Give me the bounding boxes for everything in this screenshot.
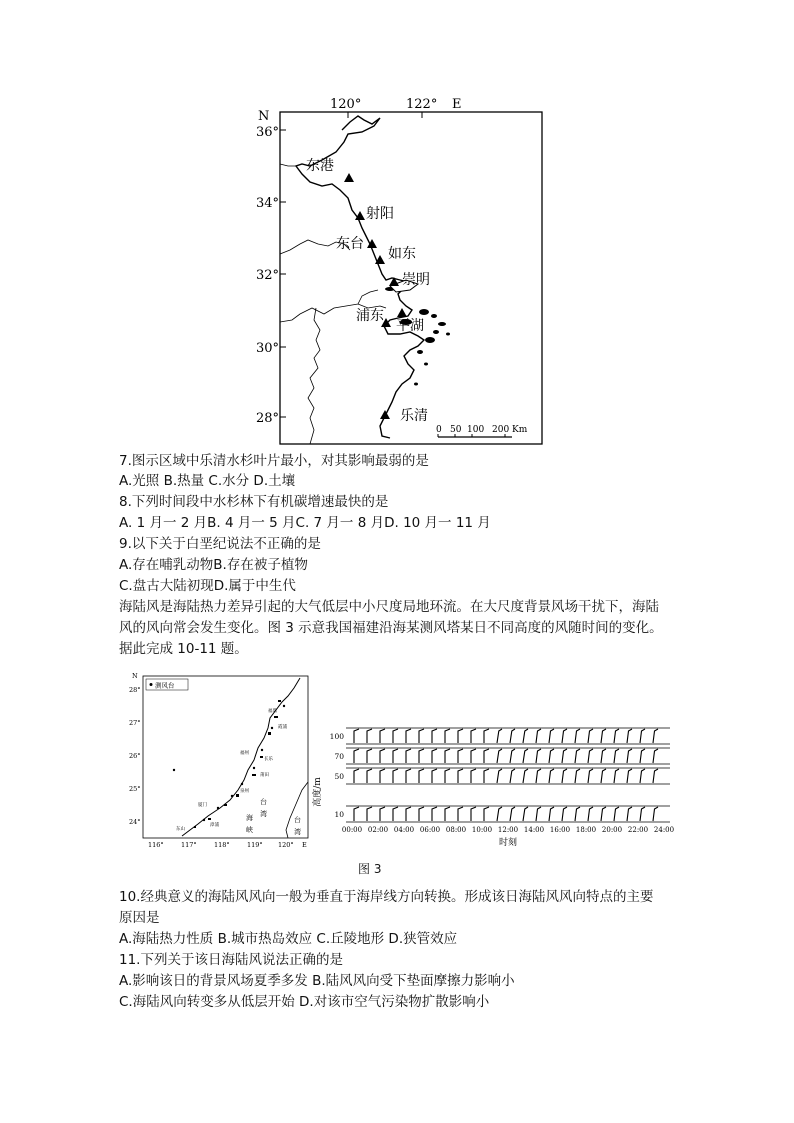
question-9-options: C.盘古大陆初现D.属于中生代	[119, 578, 296, 594]
wind-barb	[380, 807, 385, 821]
wind-barb	[640, 749, 645, 763]
wind-barb	[588, 749, 593, 763]
wind-barb	[653, 769, 658, 783]
wind-barb	[510, 749, 515, 763]
place-label: 霞浦	[278, 725, 287, 730]
wind-barb	[380, 729, 385, 743]
wind-barb	[627, 749, 632, 763]
wind-barb	[614, 749, 619, 763]
height-label: 10	[334, 810, 344, 819]
wind-barb	[406, 769, 411, 783]
lat-label: 28°	[256, 411, 280, 426]
wind-barb	[445, 749, 450, 763]
wind-barb	[354, 749, 359, 763]
coastline	[182, 678, 300, 836]
wind-barb	[458, 769, 463, 783]
x-tick-label: 24:00	[653, 826, 675, 834]
wind-barb	[445, 807, 450, 821]
question-7-options: A.光照 B.热量 C.水分 D.土壤	[119, 473, 296, 489]
wind-barb	[601, 749, 606, 763]
wind-barb	[627, 807, 632, 821]
height-label: 50	[334, 772, 344, 781]
wind-barb	[380, 749, 385, 763]
sea-label: 海	[246, 814, 253, 822]
wind-barb	[510, 807, 515, 821]
wind-barb	[445, 769, 450, 783]
wind-barb	[497, 769, 502, 783]
x-tick-label: 10:00	[471, 826, 493, 834]
site-triangle	[344, 173, 354, 182]
wind-barb	[484, 807, 489, 821]
question-9: 9.以下关于白垩纪说法不正确的是	[119, 536, 321, 552]
wind-barb	[406, 749, 411, 763]
wind-barb	[523, 769, 528, 783]
place-label: 莆田	[260, 773, 269, 778]
svg-text:200 Km: 200 Km	[492, 425, 528, 435]
wind-barb	[432, 729, 437, 743]
y-axis-label: 高度/m	[313, 777, 323, 807]
wind-barb	[432, 807, 437, 821]
wind-barb	[393, 749, 398, 763]
sea-label: 台	[294, 816, 301, 824]
wind-barb	[497, 749, 502, 763]
wind-barb	[367, 769, 372, 783]
x-tick-label: 06:00	[419, 826, 441, 834]
wind-barb	[588, 769, 593, 783]
lat-label: 34°	[256, 196, 280, 211]
sea-label: 湾	[260, 810, 267, 818]
wind-barb	[614, 769, 619, 783]
place-label: 东港	[306, 158, 334, 174]
wind-barb	[549, 769, 554, 783]
wind-barb	[536, 749, 541, 763]
lon-label: 120°	[330, 97, 362, 112]
wind-barb	[458, 807, 463, 821]
wind-barb	[653, 807, 658, 821]
wind-barb	[510, 769, 515, 783]
wind-barb	[588, 807, 593, 821]
x-tick-label: 02:00	[367, 826, 389, 834]
place-label: 泉州	[240, 789, 249, 794]
lat-label: 25°	[129, 785, 141, 793]
lon-label: 116°	[148, 841, 164, 849]
wind-barb	[393, 807, 398, 821]
wind-barb	[562, 729, 567, 743]
wind-barb	[627, 729, 632, 743]
wind-barb	[562, 807, 567, 821]
x-tick-label: 12:00	[497, 826, 519, 834]
wind-barb	[653, 729, 658, 743]
wind-barb	[549, 729, 554, 743]
wind-barb	[406, 729, 411, 743]
wind-barb	[419, 769, 424, 783]
wind-barb	[536, 729, 541, 743]
scale-bar	[436, 425, 528, 437]
place-label: 乐清	[400, 408, 428, 424]
sea-label: 峡	[246, 826, 253, 834]
passage-line: 据此完成 10-11 题。	[119, 641, 248, 657]
x-tick-label: 22:00	[627, 826, 649, 834]
wind-barb	[432, 749, 437, 763]
wind-barb	[549, 749, 554, 763]
wind-barb	[458, 749, 463, 763]
wind-barb	[601, 807, 606, 821]
wind-barb	[575, 729, 580, 743]
wind-barb	[562, 749, 567, 763]
lon-label: 118°	[214, 841, 230, 849]
wind-barb	[640, 729, 645, 743]
x-tick-label: 14:00	[523, 826, 545, 834]
wind-barb	[523, 807, 528, 821]
wind-barb	[640, 769, 645, 783]
wind-barb	[497, 729, 502, 743]
figure-caption: 图 3	[358, 862, 382, 876]
north-label: N	[132, 672, 138, 680]
place-label: 厦门	[198, 803, 207, 808]
wind-barb-chart	[300, 712, 676, 852]
wind-barb	[484, 769, 489, 783]
question-11-options: C.海陆风向转变多从低层开始 D.对该市空气污染物扩散影响小	[119, 994, 490, 1010]
east-label: E	[302, 841, 307, 849]
wind-barb	[640, 807, 645, 821]
wind-barb	[523, 729, 528, 743]
place-label: 福州	[240, 751, 249, 756]
sea-label: 台	[260, 798, 267, 806]
place-label: 崇明	[402, 272, 430, 288]
wind-barb	[484, 749, 489, 763]
svg-text:50: 50	[450, 425, 462, 435]
wind-barb	[354, 769, 359, 783]
wind-barb	[354, 729, 359, 743]
wind-barb	[393, 769, 398, 783]
lat-label: 27°	[129, 719, 141, 727]
question-7: 7.图示区域中乐清水杉叶片最小，对其影响最弱的是	[119, 453, 429, 469]
passage-line: 海陆风是海陆热力差异引起的大气低层中小尺度局地环流。在大尺度背景风场干扰下，海陆	[119, 599, 659, 615]
question-9-options: A.存在哺乳动物B.存在被子植物	[119, 557, 308, 573]
wind-barb	[627, 769, 632, 783]
wind-barb	[575, 749, 580, 763]
question-11: 11.下列关于该日海陆风说法正确的是	[119, 952, 343, 968]
north-label: N	[258, 109, 270, 124]
wind-barb	[367, 807, 372, 821]
x-tick-label: 04:00	[393, 826, 415, 834]
wind-barb	[367, 729, 372, 743]
passage-line: 风的风向常会发生变化。图 3 示意我国福建沿海某测风塔某日不同高度的风随时间的变化。	[119, 620, 663, 636]
x-tick-label: 00:00	[341, 826, 363, 834]
lon-label: 122°	[406, 97, 438, 112]
wind-barb	[536, 807, 541, 821]
wind-barb	[536, 769, 541, 783]
east-label: E	[452, 97, 462, 112]
site-triangle	[380, 410, 390, 419]
site-triangle	[397, 308, 407, 317]
wind-barb	[601, 769, 606, 783]
wind-barb	[367, 749, 372, 763]
wind-barb	[471, 729, 476, 743]
wind-barb	[614, 807, 619, 821]
height-label: 70	[334, 752, 344, 761]
lat-label: 30°	[256, 341, 280, 356]
wind-barb	[575, 807, 580, 821]
x-axis-label: 时刻	[498, 838, 518, 848]
height-label: 100	[329, 732, 344, 741]
question-10-cont: 原因是	[119, 910, 160, 926]
wind-barb	[471, 807, 476, 821]
question-8: 8.下列时间段中水杉林下有机碳增速最快的是	[119, 494, 389, 510]
station-dots	[173, 705, 285, 821]
wind-barb	[549, 807, 554, 821]
fujian-map-figure	[128, 670, 312, 854]
question-10: 10.经典意义的海陆风风向一般为垂直于海岸线方向转换。形成该日海陆风风向特点的主要	[119, 889, 654, 905]
wind-barb	[445, 729, 450, 743]
x-tick-label: 20:00	[601, 826, 623, 834]
wind-barb	[432, 769, 437, 783]
place-label: 东山	[176, 827, 185, 832]
lat-label: 28°	[129, 686, 141, 694]
lat-label: 26°	[129, 752, 141, 760]
wind-barb	[601, 729, 606, 743]
wind-barb	[419, 749, 424, 763]
wind-barb	[393, 729, 398, 743]
x-tick-label: 08:00	[445, 826, 467, 834]
lon-label: 119°	[247, 841, 263, 849]
legend-label: 测风台	[155, 681, 175, 690]
wind-barb	[562, 769, 567, 783]
svg-text:100: 100	[467, 425, 485, 435]
lon-label: 117°	[181, 841, 197, 849]
place-label: 射阳	[366, 206, 394, 222]
place-label: 如东	[388, 246, 416, 262]
question-10-options: A.海陆热力性质 B.城市热岛效应 C.丘陵地形 D.狭管效应	[119, 931, 458, 947]
question-11-options: A.影响该日的背景风场夏季多发 B.陆风风向受下垫面摩擦力影响小	[119, 973, 515, 989]
lon-label: 120°	[278, 841, 294, 849]
lat-label: 32°	[256, 268, 280, 283]
wind-barb	[497, 807, 502, 821]
question-8-options: A. 1 月一 2 月B. 4 月一 5 月C. 7 月一 8 月D. 10 月一 11 月	[119, 515, 491, 531]
wind-barb	[471, 749, 476, 763]
wind-barb	[406, 807, 411, 821]
wind-barb	[614, 729, 619, 743]
place-label: 福鼎	[268, 709, 277, 714]
x-tick-label: 16:00	[549, 826, 571, 834]
svg-text:0: 0	[436, 425, 442, 435]
wind-barb	[380, 769, 385, 783]
place-label: 漳浦	[210, 823, 219, 828]
wind-barb	[354, 807, 359, 821]
wind-barb	[458, 729, 463, 743]
place-label: 浦东	[356, 308, 384, 324]
coastal-map-figure	[240, 94, 560, 450]
wind-barb	[484, 729, 489, 743]
coastal-islands	[194, 700, 281, 828]
wind-barb	[419, 807, 424, 821]
wind-barb	[653, 749, 658, 763]
wind-barb	[588, 729, 593, 743]
place-label: 平湖	[396, 318, 424, 334]
wind-barb	[575, 769, 580, 783]
wind-barb	[523, 749, 528, 763]
wind-barb	[471, 769, 476, 783]
lat-label: 24°	[129, 818, 141, 826]
lat-label: 36°	[256, 125, 280, 140]
place-label: 东台	[336, 236, 364, 252]
wind-barb	[419, 729, 424, 743]
x-tick-label: 18:00	[575, 826, 597, 834]
sea-label: 湾	[294, 828, 301, 836]
place-label: 长乐	[264, 757, 273, 762]
wind-barb	[510, 729, 515, 743]
